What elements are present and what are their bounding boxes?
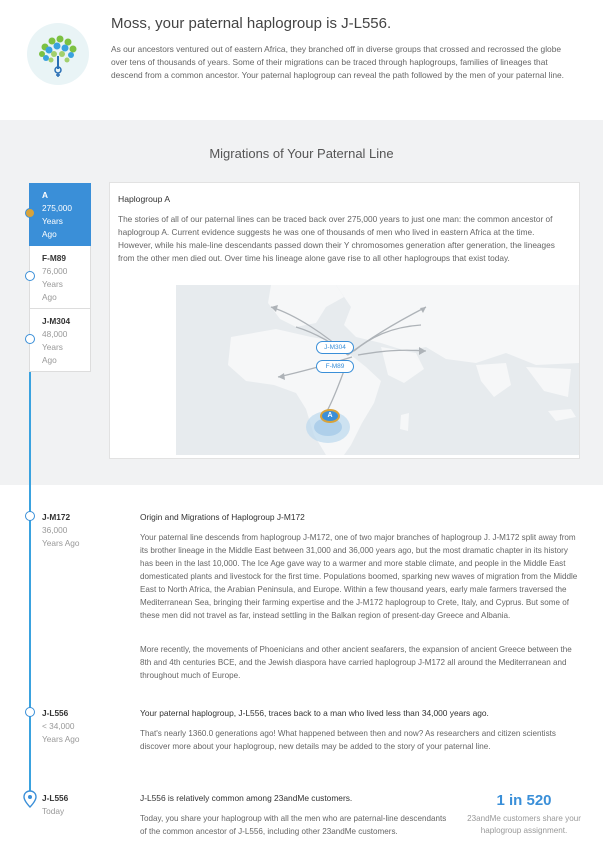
tab-name: F-M89 (42, 253, 66, 263)
haplogroup-ago: Years Ago (42, 538, 80, 548)
haplogroup-ago: Years Ago (42, 734, 80, 744)
section-title: Migrations of Your Paternal Line (209, 146, 394, 161)
tab-haplogroup-f-m89[interactable] (29, 246, 91, 309)
timeline-dot-f-m89[interactable] (25, 271, 35, 281)
tab-unit: Ago (42, 355, 57, 365)
timeline-dot-a[interactable] (25, 208, 35, 218)
section-text: Today, you share your haplogroup with all the men who are paternal-line descendants of the common ancestor of J-L556, including other 23andMe customers. (140, 814, 447, 836)
section-heading: Your paternal haplogroup, J-L556, traces back to a man who lived less than 34,000 years ago. (140, 708, 489, 718)
tree-icon (27, 23, 89, 85)
haplogroup-years: < 34,000 (42, 721, 75, 731)
section-heading: J-L556 is relatively common among 23andMe customers. (140, 793, 353, 803)
tab-years: 48,000 (42, 329, 68, 339)
haplogroup-years: 36,000 (42, 525, 68, 535)
timeline-label-j-l556 (42, 707, 80, 746)
haplogroup-detail-card (109, 182, 580, 459)
tab-unit: Ago (42, 229, 57, 239)
tab-years: 275,000 (42, 203, 72, 213)
tab-name: A (42, 190, 48, 200)
section-text: Your paternal line descends from haplogroup J-M172, one of two major branches of haplogroup J. J-M172 split away from its brother lineage in the Middle East between 31,000 and 36,000 years ago, but the most dramatic chapter in its history has been in the last 10,000. The Ice Age gave way to a warmer and more stable climate, and people in the Middle East domesticated plants and livestock for the first time. Populations boomed, sparking new waves of migration from the Middle East to North Africa, the Arabian Peninsula, and Europe. Within a few thousand years, early male farmers traversed the Mediterranean Sea, bringing their farming expertise and the J-M172 haplogroup to Crete, Italy, and Cyprus. But some of these men did not travel as far, instead settling in the Balkan region of present-day Greece and Albania. (140, 533, 578, 620)
haplogroup-name: J-L556 (42, 708, 69, 718)
haplogroup-years: Today (42, 806, 65, 816)
location-pin-icon (23, 790, 37, 813)
haplogroup-tabs (29, 183, 91, 372)
section-text: More recently, the movements of Phoenicians and other ancient seafarers, the expansion of ancient Greece between the 8th and 4th centuries BCE, and the Jewish diaspora have carried haplogroup J-M172 all around the Mediterranean and throughout much of Europe. (140, 645, 572, 680)
tab-unit: Years (42, 216, 63, 226)
map-marker-a[interactable]: A (320, 409, 340, 423)
tab-unit: Years (42, 342, 63, 352)
haplogroup-name: J-M172 (42, 512, 71, 522)
map-marker-j-m304[interactable]: J-M304 (316, 341, 354, 354)
page-title: Moss, your paternal haplogroup is J-L556. (111, 15, 392, 32)
card-text: The stories of all of our paternal lines can be traced back over 275,000 years to just one man: the common ancestor of haplogroup A. Current evidence suggests he was one of thousands of men who lived in eastern Africa at the time. However, while his male-line descendants passed down their Y chromosomes generation after generation, the lineages from the other men died out. Over time his lineage alone gave rise to all other haplogroups that exist today. (118, 214, 555, 263)
frequency-stat: 1 in 520 (496, 792, 552, 809)
intro-text: As our ancestors ventured out of eastern Africa, they branched off in diverse groups that crossed and recrossed the globe over tens of thousands of years. Some of their migrations can be traced through haplogroups, families of lineages that descend from a common ancestor. Your paternal haplogroup can reveal the path followed by the men of your paternal line. (111, 44, 564, 80)
migration-map (176, 285, 579, 455)
timeline-dot-j-l556[interactable] (25, 707, 35, 717)
section-heading: Origin and Migrations of Haplogroup J-M172 (140, 512, 305, 522)
map-marker-f-m89[interactable]: F-M89 (316, 360, 354, 373)
intro-header (0, 0, 603, 120)
card-title: Haplogroup A (118, 194, 171, 204)
timeline-dot-j-m172[interactable] (25, 511, 35, 521)
haplogroup-name: J-L556 (42, 793, 69, 803)
timeline-label-j-m172 (42, 511, 80, 550)
tab-unit: Years (42, 279, 63, 289)
section-text: That's nearly 1360.0 generations ago! What happened between then and now? As researchers and citizen scientists discover more about your haplogroup, new details may be added to the story of your paternal line. (140, 729, 556, 751)
timeline-dot-j-m304[interactable] (25, 334, 35, 344)
tab-years: 76,000 (42, 266, 68, 276)
tab-haplogroup-a[interactable] (29, 183, 91, 246)
tab-unit: Ago (42, 292, 57, 302)
timeline-label-today (42, 792, 68, 818)
tab-haplogroup-j-m304[interactable] (29, 309, 91, 372)
frequency-caption: 23andMe customers share your haplogroup assignment. (467, 814, 581, 835)
tab-name: J-M304 (42, 316, 71, 326)
